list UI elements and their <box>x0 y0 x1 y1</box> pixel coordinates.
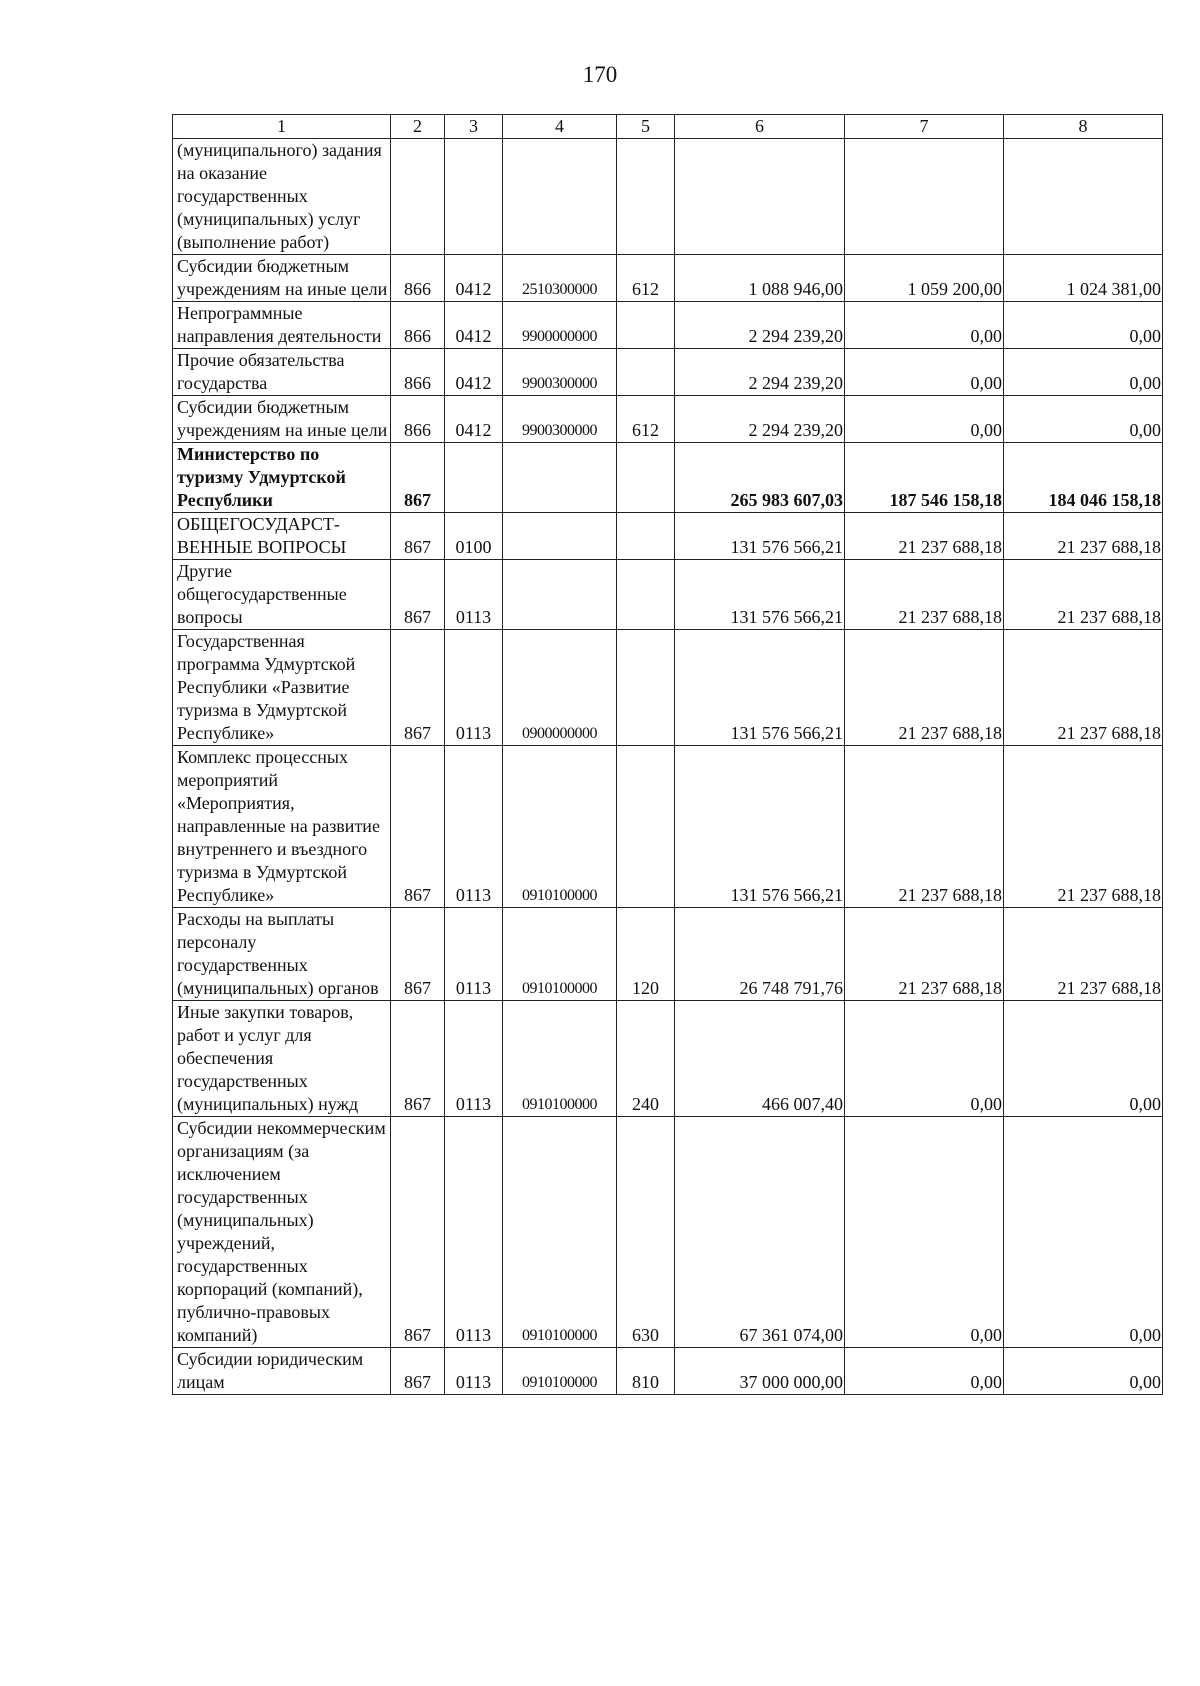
row-amount-col6: 2 294 239,20 <box>675 302 845 349</box>
row-name: Непрограммные направления деятельности <box>173 302 391 349</box>
row-target-code <box>503 139 617 255</box>
table-row <box>173 139 1163 255</box>
row-expense-type: 810 <box>617 1348 675 1395</box>
row-name: Государственная программа Удмуртской Республики «Развитие туризма в Удмуртской Республике» <box>173 630 391 746</box>
row-name: Прочие обязательства государства <box>173 349 391 396</box>
budget-table <box>172 114 1163 1395</box>
row-expense-type: 612 <box>617 396 675 443</box>
row-section-code: 0412 <box>445 302 503 349</box>
row-admin-code: 867 <box>391 560 445 630</box>
row-amount-col8: 21 237 688,18 <box>1004 630 1163 746</box>
row-amount-col8 <box>1004 139 1163 255</box>
row-amount-col8: 0,00 <box>1004 396 1163 443</box>
row-section-code: 0100 <box>445 513 503 560</box>
row-name: Субсидии бюджетным учреждениям на иные цели <box>173 255 391 302</box>
row-admin-code: 866 <box>391 349 445 396</box>
row-expense-type <box>617 443 675 513</box>
row-amount-col7: 21 237 688,18 <box>845 630 1004 746</box>
row-amount-col7: 0,00 <box>845 349 1004 396</box>
row-expense-type <box>617 349 675 396</box>
row-section-code: 0113 <box>445 630 503 746</box>
row-name: Субсидии юридическим лицам <box>173 1348 391 1395</box>
row-expense-type: 120 <box>617 908 675 1001</box>
row-target-code: 0910100000 <box>503 1001 617 1117</box>
column-header-2: 2 <box>391 115 445 139</box>
row-target-code <box>503 560 617 630</box>
row-name: Другие общегосударственные вопросы <box>173 560 391 630</box>
row-expense-type <box>617 513 675 560</box>
row-expense-type: 612 <box>617 255 675 302</box>
row-section-code: 0113 <box>445 1117 503 1348</box>
row-amount-col8: 0,00 <box>1004 302 1163 349</box>
row-expense-type <box>617 560 675 630</box>
row-amount-col8: 0,00 <box>1004 1001 1163 1117</box>
row-amount-col6: 131 576 566,21 <box>675 746 845 908</box>
row-amount-col8: 21 237 688,18 <box>1004 560 1163 630</box>
row-amount-col7: 21 237 688,18 <box>845 513 1004 560</box>
row-section-code <box>445 443 503 513</box>
row-amount-col8: 184 046 158,18 <box>1004 443 1163 513</box>
row-target-code: 0900000000 <box>503 630 617 746</box>
column-header-5: 5 <box>617 115 675 139</box>
row-amount-col7: 21 237 688,18 <box>845 560 1004 630</box>
row-admin-code: 867 <box>391 1001 445 1117</box>
table-row <box>173 396 1163 443</box>
column-header-4: 4 <box>503 115 617 139</box>
row-name: ОБЩЕГОСУДАРСТ-ВЕННЫЕ ВОПРОСЫ <box>173 513 391 560</box>
row-amount-col8: 0,00 <box>1004 1348 1163 1395</box>
row-admin-code: 866 <box>391 302 445 349</box>
row-expense-type <box>617 302 675 349</box>
row-admin-code: 867 <box>391 443 445 513</box>
column-header-7: 7 <box>845 115 1004 139</box>
row-section-code: 0412 <box>445 349 503 396</box>
row-section-code: 0113 <box>445 1001 503 1117</box>
row-amount-col6: 265 983 607,03 <box>675 443 845 513</box>
row-amount-col8: 0,00 <box>1004 1117 1163 1348</box>
row-amount-col6: 466 007,40 <box>675 1001 845 1117</box>
row-name: Субсидии некоммерческим организациям (за исключением государственных (муниципальных) учреждений, государственных корпораций (компаний), публично-правовых компаний) <box>173 1117 391 1348</box>
row-amount-col6 <box>675 139 845 255</box>
row-target-code: 9900300000 <box>503 396 617 443</box>
row-amount-col6: 131 576 566,21 <box>675 513 845 560</box>
row-target-code: 9900300000 <box>503 349 617 396</box>
row-name: Расходы на выплаты персоналу государственных (муниципальных) органов <box>173 908 391 1001</box>
row-section-code <box>445 139 503 255</box>
row-amount-col8: 21 237 688,18 <box>1004 746 1163 908</box>
row-section-code: 0113 <box>445 908 503 1001</box>
row-name: Иные закупки товаров, работ и услуг для обеспечения государственных (муниципальных) нужд <box>173 1001 391 1117</box>
row-amount-col8: 0,00 <box>1004 349 1163 396</box>
row-expense-type: 240 <box>617 1001 675 1117</box>
row-expense-type: 630 <box>617 1117 675 1348</box>
row-target-code <box>503 513 617 560</box>
row-amount-col7: 21 237 688,18 <box>845 908 1004 1001</box>
row-name: (муниципального) задания на оказание государственных (муниципальных) услуг (выполнение работ) <box>173 139 391 255</box>
row-amount-col8: 21 237 688,18 <box>1004 908 1163 1001</box>
row-amount-col8: 21 237 688,18 <box>1004 513 1163 560</box>
row-amount-col7: 187 546 158,18 <box>845 443 1004 513</box>
row-amount-col7: 0,00 <box>845 1117 1004 1348</box>
page-number: 170 <box>582 62 618 87</box>
column-header-3: 3 <box>445 115 503 139</box>
table-row <box>173 746 1163 908</box>
row-admin-code: 866 <box>391 396 445 443</box>
table-row <box>173 513 1163 560</box>
row-target-code: 9900000000 <box>503 302 617 349</box>
row-amount-col7: 21 237 688,18 <box>845 746 1004 908</box>
table-row <box>173 1001 1163 1117</box>
row-amount-col7 <box>845 139 1004 255</box>
row-amount-col6: 2 294 239,20 <box>675 349 845 396</box>
row-target-code: 0910100000 <box>503 908 617 1001</box>
table-row <box>173 302 1163 349</box>
table-row <box>173 630 1163 746</box>
row-amount-col6: 67 361 074,00 <box>675 1117 845 1348</box>
table-row <box>173 908 1163 1001</box>
row-admin-code: 867 <box>391 746 445 908</box>
row-admin-code: 867 <box>391 1117 445 1348</box>
row-section-code: 0412 <box>445 396 503 443</box>
row-amount-col6: 131 576 566,21 <box>675 630 845 746</box>
row-section-code: 0113 <box>445 746 503 908</box>
table-row <box>173 255 1163 302</box>
row-amount-col6: 1 088 946,00 <box>675 255 845 302</box>
row-admin-code: 867 <box>391 513 445 560</box>
table-row <box>173 443 1163 513</box>
row-name: Комплекс процессных мероприятий «Мероприятия, направленные на развитие внутреннего и въездного туризма в Удмуртской Республике» <box>173 746 391 908</box>
row-amount-col6: 37 000 000,00 <box>675 1348 845 1395</box>
row-admin-code: 867 <box>391 630 445 746</box>
table-row <box>173 1117 1163 1348</box>
table-row <box>173 349 1163 396</box>
table-body <box>173 115 1163 1395</box>
row-expense-type <box>617 746 675 908</box>
row-amount-col7: 0,00 <box>845 396 1004 443</box>
row-amount-col7: 1 059 200,00 <box>845 255 1004 302</box>
row-target-code: 0910100000 <box>503 746 617 908</box>
row-amount-col6: 131 576 566,21 <box>675 560 845 630</box>
row-target-code: 2510300000 <box>503 255 617 302</box>
row-admin-code: 866 <box>391 255 445 302</box>
header-row <box>173 115 1163 139</box>
row-target-code: 0910100000 <box>503 1348 617 1395</box>
row-target-code <box>503 443 617 513</box>
row-name: Министерство по туризму Удмуртской Республики <box>173 443 391 513</box>
row-section-code: 0113 <box>445 560 503 630</box>
row-expense-type <box>617 630 675 746</box>
row-amount-col7: 0,00 <box>845 1348 1004 1395</box>
row-amount-col8: 1 024 381,00 <box>1004 255 1163 302</box>
table-row <box>173 1348 1163 1395</box>
column-header-6: 6 <box>675 115 845 139</box>
table-row <box>173 560 1163 630</box>
row-amount-col7: 0,00 <box>845 302 1004 349</box>
row-amount-col6: 26 748 791,76 <box>675 908 845 1001</box>
row-expense-type <box>617 139 675 255</box>
column-header-1: 1 <box>173 115 391 139</box>
row-admin-code: 867 <box>391 908 445 1001</box>
row-amount-col6: 2 294 239,20 <box>675 396 845 443</box>
row-section-code: 0113 <box>445 1348 503 1395</box>
row-amount-col7: 0,00 <box>845 1001 1004 1117</box>
row-admin-code: 867 <box>391 1348 445 1395</box>
row-admin-code <box>391 139 445 255</box>
row-target-code: 0910100000 <box>503 1117 617 1348</box>
row-name: Субсидии бюджетным учреждениям на иные цели <box>173 396 391 443</box>
column-header-8: 8 <box>1004 115 1163 139</box>
row-section-code: 0412 <box>445 255 503 302</box>
